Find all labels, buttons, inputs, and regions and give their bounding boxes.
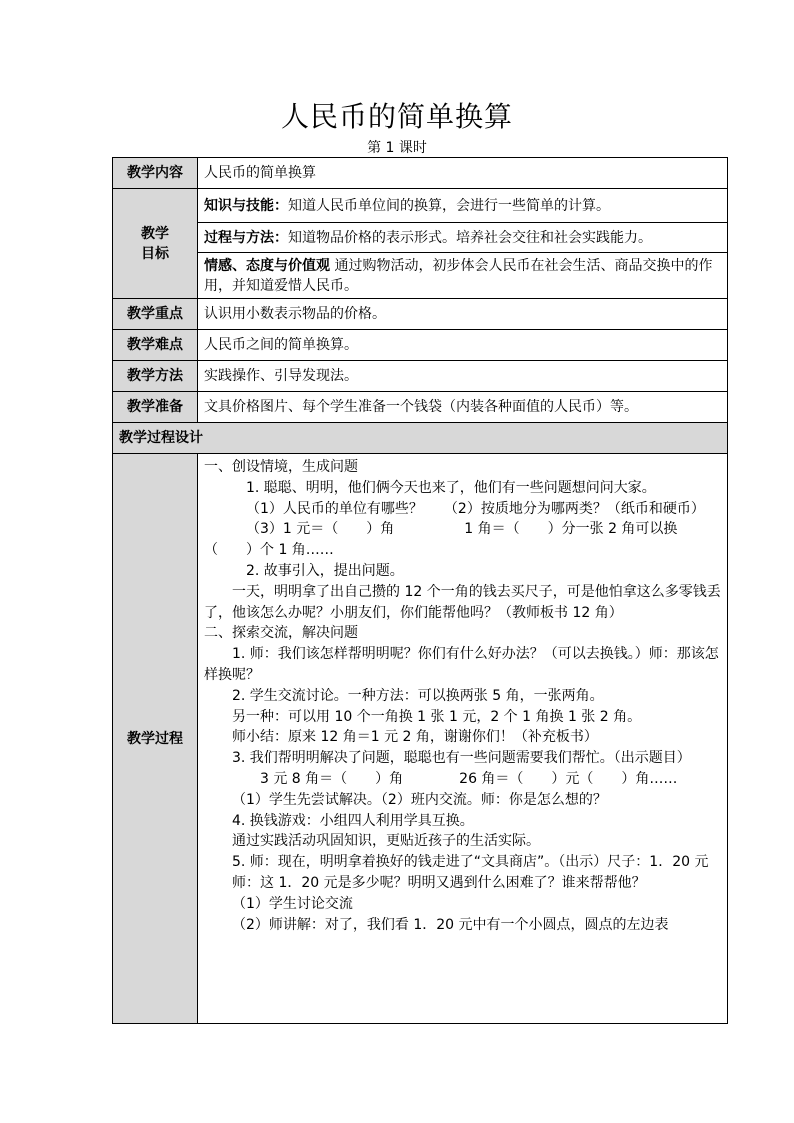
process-line: 1. 聪聪、明明，他们俩今天也来了，他们有一些问题想问问大家。 [246,479,656,496]
row-method [113,361,728,392]
objective-knowledge [198,189,728,223]
process-line: 通过实践活动巩固知识，更贴近孩子的生活实际。 [232,833,540,850]
label-objectives-line1: 教学 [141,225,169,242]
row-key-point [113,299,728,330]
label-preparation: 教学准备 [113,392,198,423]
process-line: 一天，明明拿了出自己攒的 12 个一角的钱去买尺子，可是他怕拿这么多零钱丢了，他该怎么办呢？小朋友们，你们能帮他吗？（教师板书 12 角） [204,583,721,621]
row-process [113,454,728,1024]
process-line: 师：这 1．20 元是多少呢？明明又遇到什么困难了？谁来帮帮他？ [232,874,646,891]
process-text-area [204,457,721,1021]
process-line: 二、探索交流，解决问题 [204,625,358,642]
objective-emotion [198,253,728,299]
process-line: 2. 学生交流讨论。一种方法：可以换两张 5 角，一张两角。 [232,687,604,704]
value-preparation: 文具价格图片、每个学生准备一个钱袋（内装各种面值的人民币）等。 [198,392,728,423]
value-method: 实践操作、引导发现法。 [198,361,728,392]
label-method: 教学方法 [113,361,198,392]
process-line: （1）人民币的单位有哪些？ （2）按质地分为哪两类？（纸币和硬币） [246,500,705,517]
process-line: 4. 换钱游戏：小组四人利用学具互换。 [232,812,474,829]
label-process: 教学过程 [113,454,198,1024]
label-key-point: 教学重点 [113,299,198,330]
objective-process-text: 知道物品价格的表示形式。培养社会交往和社会实践能力。 [288,229,652,246]
row-difficulty [113,330,728,361]
lesson-period: 第 1 课时 [367,140,427,156]
process-line: 2. 故事引入，提出问题。 [246,562,404,579]
objective-knowledge-head: 知识与技能： [204,197,288,214]
process-line: 3 元 8 角＝（ ）角 26 角＝（ ）元（ ）角…… [260,770,678,787]
objective-emotion-text: 通过购物活动，初步体会人民币在社会生活、商品交换中的作用，并知道爱惜人民币。 [204,257,713,294]
label-content: 教学内容 [113,158,198,189]
objective-process-head: 过程与方法： [204,229,288,246]
process-line: （1）学生讨论交流 [232,895,353,912]
process-line: 3. 我们帮明明解决了问题，聪聪也有一些问题需要我们帮忙。（出示题目） [232,750,691,767]
row-objective-process [113,223,728,253]
process-line: 师小结：原来 12 角＝1 元 2 角，谢谢你们！（补充板书） [232,729,598,746]
row-objective-emotion [113,253,728,299]
label-objectives [113,189,198,299]
row-design-header [113,423,728,454]
lesson-title: 人民币的简单换算 [280,100,513,133]
process-line: （2）师讲解：对了，我们看 1．20 元中有一个小圆点，圆点的左边表 [232,916,669,933]
objective-emotion-head: 情感、态度与价值观 [204,257,330,274]
process-line: 1. 师：我们该怎样帮明明呢？你们有什么好办法？（可以去换钱。）师：那该怎样换呢？ [204,646,719,683]
process-line: （3）1 元＝（ ）角 1 角＝（ ）分一张 2 角可以换（ ）个 1 角…… [204,521,678,559]
row-content [113,158,728,189]
value-content: 人民币的简单换算 [198,158,728,189]
value-difficulty: 人民币之间的简单换算。 [198,330,728,361]
process-content [198,454,728,1024]
label-difficulty: 教学难点 [113,330,198,361]
process-line: 一、创设情境，生成问题 [204,459,358,475]
design-header: 教学过程设计 [113,423,728,454]
row-objective-knowledge [113,189,728,223]
process-line: 另一种：可以用 10 个一角换 1 张 1 元，2 个 1 角换 1 张 2 角。 [232,708,642,725]
objective-knowledge-text: 知道人民币单位间的换算，会进行一些简单的计算。 [288,197,610,214]
row-preparation [113,392,728,423]
lesson-plan-table [112,157,728,1024]
process-line: 5. 师：现在，明明拿着换好的钱走进了“文具商店”。（出示）尺子：1．20 元 [232,854,709,871]
value-key-point: 认识用小数表示物品的价格。 [198,299,728,330]
objective-process [198,223,728,253]
label-objectives-line2: 目标 [141,245,169,262]
process-line: （1）学生先尝试解决。（2）班内交流。师：你是怎么想的？ [232,791,607,808]
